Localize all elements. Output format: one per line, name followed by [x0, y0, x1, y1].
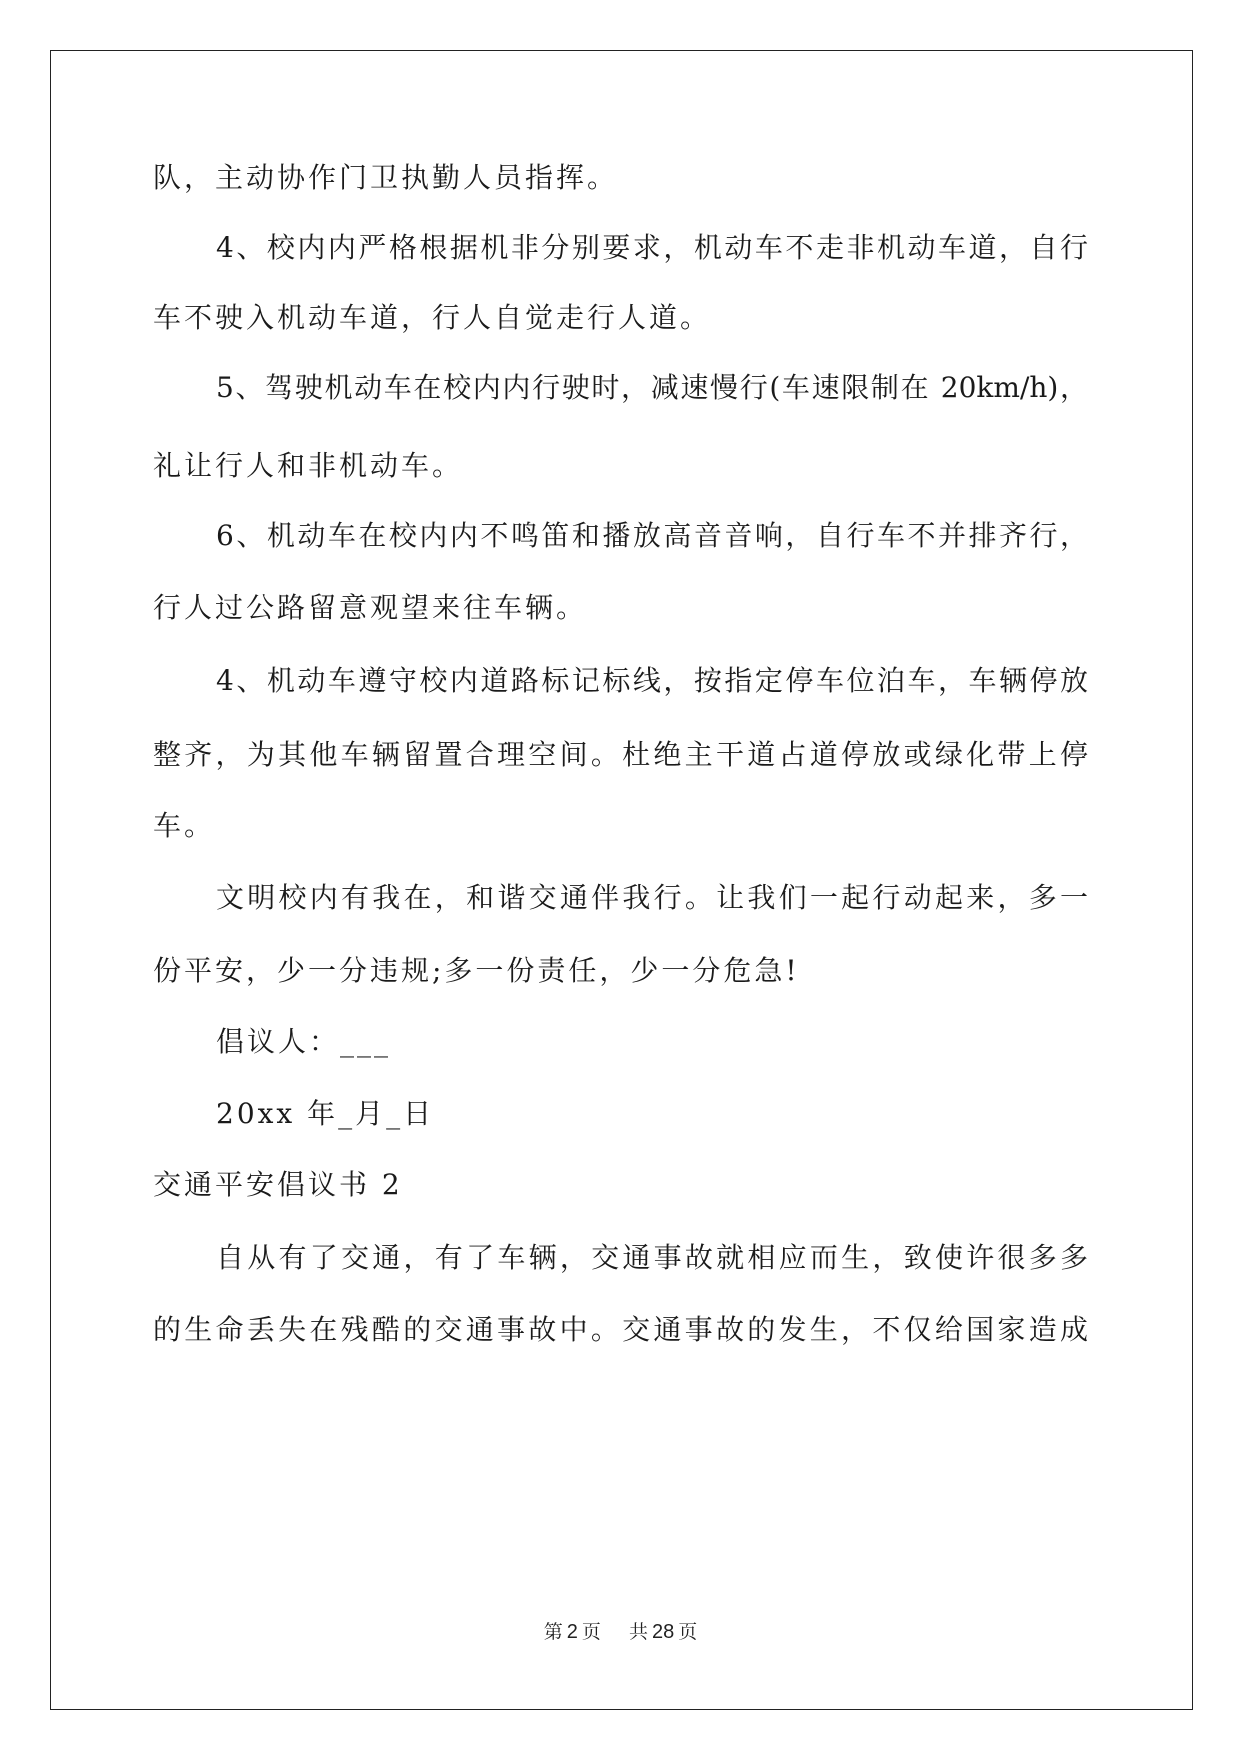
text-line-7: 行人过公路留意观望来往车辆。 [153, 591, 588, 624]
text-line-17: 的生命丢失在残酷的交通事故中。交通事故的发生，不仅给国家造成 [153, 1313, 1088, 1346]
text-line-5: 礼让行人和非机动车。 [153, 449, 464, 482]
text-line-2: 4、校内内严格根据机非分别要求，机动车不走非机动车道，自行 [216, 231, 1088, 264]
text-line-16: 自从有了交通，有了车辆，交通事故就相应而生，致使许很多多 [216, 1241, 1088, 1274]
section-heading: 交通平安倡议书 2 [153, 1168, 403, 1201]
signature-line: 倡议人：___ [216, 1025, 392, 1058]
text-line-6: 6、机动车在校内内不鸣笛和播放高音音响，自行车不并排齐行， [216, 519, 1088, 552]
page-prefix: 第 [543, 1621, 563, 1643]
date-line: 20xx 年_月_日 [216, 1097, 435, 1130]
page-footer [0, 1620, 1241, 1644]
text-line-12: 份平安，少一分违规;多一份责任，少一分危急! [153, 954, 800, 987]
text-line-9: 整齐，为其他车辆留置合理空间。杜绝主干道占道停放或绿化带上停 [153, 738, 1088, 771]
text-line-1: 队，主动协作门卫执勤人员指挥。 [153, 161, 619, 194]
total-suffix: 页 [678, 1621, 698, 1643]
page-number: 2 [566, 1621, 578, 1643]
page-suffix: 页 [581, 1621, 601, 1643]
text-line-8: 4、机动车遵守校内道路标记标线，按指定停车位泊车，车辆停放 [216, 664, 1088, 697]
text-line-4: 5、驾驶机动车在校内内行驶时，减速慢行(车速限制在 20km/h)， [216, 371, 1088, 404]
text-line-3: 车不驶入机动车道，行人自觉走行人道。 [153, 301, 712, 334]
total-pages: 28 [652, 1621, 675, 1643]
text-line-11: 文明校内有我在，和谐交通伴我行。让我们一起行动起来，多一 [216, 881, 1088, 914]
total-prefix: 共 [629, 1621, 649, 1643]
text-line-10: 车。 [153, 809, 216, 842]
